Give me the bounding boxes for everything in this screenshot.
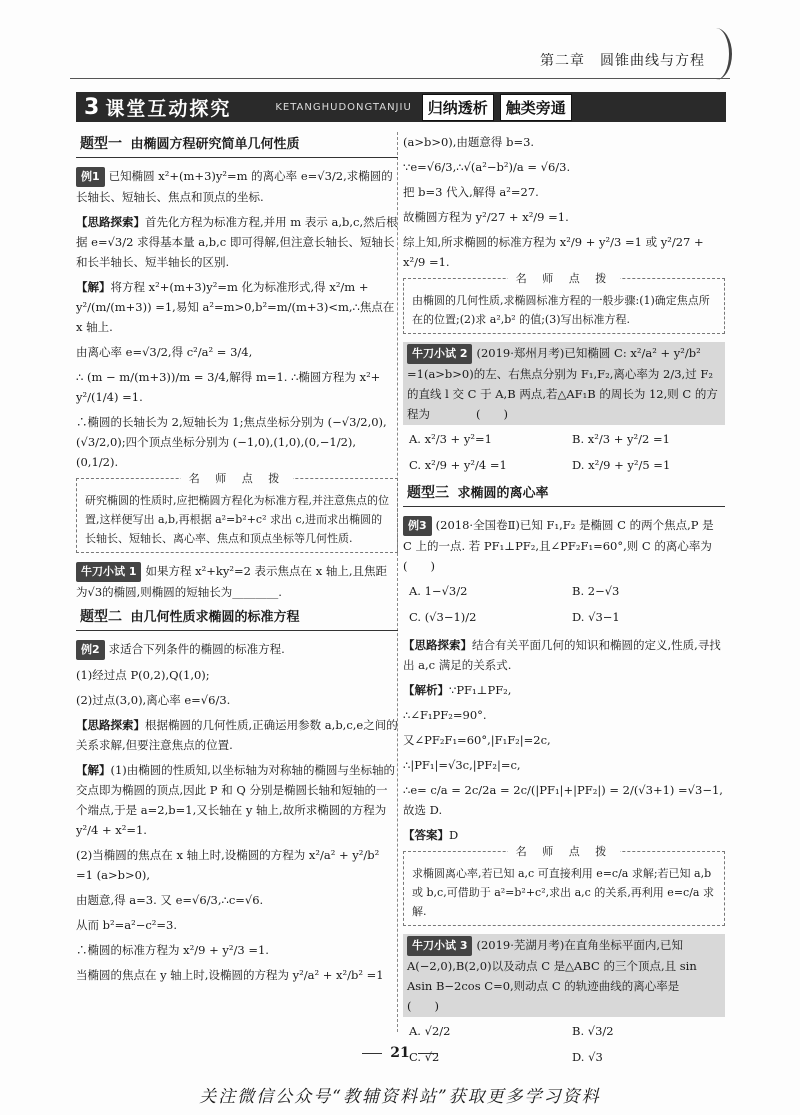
practice-3-badge: 牛刀小试 3 — [407, 936, 472, 956]
option-d: D. √3−1 — [572, 610, 620, 624]
practice-1-badge: 牛刀小试 1 — [76, 562, 141, 582]
example-3-options — [409, 581, 725, 627]
example-1-solution: 【解】将方程 x²+(m+3)y²=m 化为标准形式,得 x²/m + y²/(m/(m+3)) =1,易知 a²=m>0,b²=m/(m+3)<m,∴焦点在 x 轴上. — [76, 280, 395, 334]
example-3-idea: 【思路探索】结合有关平面几何的知识和椭圆的定义,性质,寻找出 a,c 满足的关系式. — [403, 638, 721, 672]
tag-extend: 触类旁通 — [500, 94, 572, 121]
example-2-step-6: 当椭圆的焦点在 y 轴上时,设椭圆的方程为 y²/a² + x²/b² =1 — [76, 968, 384, 982]
example-3-step-4: ∴|PF₁|=√3c,|PF₂|=c, — [403, 758, 521, 772]
example-2-step-5: ∴椭圆的标准方程为 x²/9 + y²/3 =1. — [76, 943, 269, 957]
page-number: 21 — [0, 1045, 800, 1061]
example-2-badge: 例2 — [76, 640, 105, 660]
example-2-idea: 【思路探索】根据椭圆的几何性质,正确运用参数 a,b,c,e之间的关系求解,但要注意焦点的位置. — [76, 718, 398, 752]
section-title: 课堂互动探究 — [105, 97, 232, 120]
tag-summary: 归纳透析 — [422, 94, 494, 121]
example-1-step-3: ∴ (m − m/(m+3))/m = 3/4,解得 m=1. ∴椭圆方程为 x²+ y²/(1/4) =1. — [76, 370, 381, 404]
teacher-tip-1: 名 师 点 拨 研究椭圆的性质时,应把椭圆方程化为标准方程,并注意焦点的位置,这样便写出 a,b,再根据 a²=b²+c² 求出 c,进而求出椭圆的长轴长、短轴长、离心率、焦点和顶点坐标等几何性质. — [76, 478, 398, 553]
example-3-badge: 例3 — [403, 516, 432, 536]
topic-one-heading: 题型一 由椭圆方程研究简单几何性质 — [76, 134, 398, 158]
section-banner — [76, 92, 726, 122]
example-1-idea: 【思路探索】首先化方程为标准方程,并用 m 表示 a,b,c,然后根据 e=√3/2 求得基本量 a,b,c 即可得解,但注意长轴长、短轴长和长半轴长、短半轴长的区别. — [76, 215, 398, 269]
example-2-conclusion: 综上知,所求椭圆的标准方程为 x²/9 + y²/3 =1 或 y²/27 + x²/9 =1. — [403, 235, 704, 269]
teacher-tip-3: 名 师 点 拨 求椭圆离心率,若已知 a,c 可直接利用 e=c/a 求解;若已知 a,b 或 b,c,可借助于 a²=b²+c²,求出 a,c 的关系,再利用 e=c/a 求解. — [403, 851, 725, 926]
example-1-step-4: ∴椭圆的长轴长为 2,短轴长为 1;焦点坐标分别为 (−√3/2,0),(√3/2,0);四个顶点坐标分别为 (−1,0),(1,0),(0,−1/2),(0,1/2). — [76, 415, 387, 469]
option-c: C. (√3−1)/2 — [409, 610, 477, 624]
example-2-step-2: (2)当椭圆的焦点在 x 轴上时,设椭圆的方程为 x²/a² + y²/b² =1 (a>b>0), — [76, 848, 380, 882]
option-a: A. √2/2 — [409, 1024, 451, 1038]
example-2-part-2: (2)过点(3,0),离心率 e=√6/3. — [76, 693, 231, 707]
example-2-part-1: (1)经过点 P(0,2),Q(1,0); — [76, 668, 210, 682]
example-1-badge: 例1 — [76, 167, 105, 187]
page-header — [0, 0, 800, 80]
example-2-cont-3: 把 b=3 代入,解得 a²=27. — [403, 185, 539, 199]
option-c: C. x²/9 + y²/4 =1 — [409, 458, 507, 472]
practice-1: 牛刀小试 1 如果方程 x²+ky²=2 表示焦点在 x 轴上,且焦距为√3的椭圆,则椭圆的短轴长为________. — [76, 564, 388, 599]
section-pinyin: KETANGHUDONGTANJIU — [275, 101, 412, 113]
example-3-solution: 【解析】∵PF₁⊥PF₂, — [403, 683, 512, 697]
example-3-answer: 【答案】D — [403, 828, 459, 842]
practice-3: 牛刀小试 3 (2019·芜湖月考)在直角坐标平面内,已知 A(−2,0),B(2,0)以及动点 C 是△ABC 的三个顶点,且 sin Asin B−2cos C=0,则动点 C 的轨迹曲线的离心率是 ( ) — [403, 934, 725, 1017]
option-b: B. 2−√3 — [572, 584, 620, 598]
option-a: A. x²/3 + y²=1 — [409, 432, 492, 446]
footer-watermark: 关注微信公众号“教辅资料站”获取更多学习资料 — [199, 1087, 601, 1107]
practice-2: 牛刀小试 2 (2019·郑州月考)已知椭圆 C: x²/a² + y²/b² =1(a>b>0)的左、右焦点分别为 F₁,F₂,离心率为 2/3,过 F₂ 的直线 l 交 C 于 A,B 两点,若△AF₁B 的周长为 12,则 C 的方程为 ( ) — [403, 342, 725, 425]
right-column — [403, 132, 758, 1075]
example-3-step-3: 又∠PF₂F₁=60°,|F₁F₂|=2c, — [403, 733, 551, 747]
example-2-step-3: 由题意,得 a=3. 又 e=√6/3,∴c=√6. — [76, 893, 264, 907]
header-decoration — [705, 28, 732, 80]
example-3-step-2: ∴∠F₁PF₂=90°. — [403, 708, 487, 722]
example-1-step-2: 由离心率 e=√3/2,得 c²/a² = 3/4, — [76, 345, 253, 359]
example-2-cont-4: 故椭圆方程为 y²/27 + x²/9 =1. — [403, 210, 569, 224]
option-b: B. x²/3 + y²/2 =1 — [572, 432, 670, 446]
section-number: 3 — [84, 94, 100, 120]
topic-three-heading: 题型三 求椭圆的离心率 — [403, 483, 725, 507]
left-column — [76, 132, 398, 990]
topic-two-heading: 题型二 由几何性质求椭圆的标准方程 — [76, 607, 398, 631]
header-rule — [70, 78, 730, 79]
example-1: 例1 已知椭圆 x²+(m+3)y²=m 的离心率 e=√3/2,求椭圆的长轴长、短轴长、焦点和顶点的坐标. — [76, 169, 393, 204]
option-b: B. √3/2 — [572, 1024, 614, 1038]
example-2-step-4: 从而 b²=a²−c²=3. — [76, 918, 178, 932]
practice-2-options — [409, 429, 725, 475]
practice-2-badge: 牛刀小试 2 — [407, 344, 472, 364]
teacher-tip-2: 名 师 点 拨 由椭圆的几何性质,求椭圆标准方程的一般步骤:(1)确定焦点所在的位置;(2)求 a²,b² 的值;(3)写出标准方程. — [403, 278, 725, 334]
option-d: D. √3 — [572, 1050, 603, 1064]
example-2: 例2 求适合下列条件的椭圆的标准方程. — [76, 639, 398, 660]
example-3: 例3 (2018·全国卷Ⅱ)已知 F₁,F₂ 是椭圆 C 的两个焦点,P 是 C 上的一点. 若 PF₁⊥PF₂,且∠PF₂F₁=60°,则 C 的离心率为 ( ) — [403, 518, 758, 573]
example-2-cont-1: (a>b>0),由题意得 b=3. — [403, 135, 535, 149]
option-c: C. √2 — [409, 1050, 440, 1064]
option-a: A. 1−√3/2 — [409, 584, 468, 598]
option-d: D. x²/9 + y²/5 =1 — [572, 458, 671, 472]
chapter-title: 第二章 圆锥曲线与方程 — [540, 53, 705, 69]
example-2-solution: 【解】(1)由椭圆的性质知,以坐标轴为对称轴的椭圆与坐标轴的交点即为椭圆的顶点,因此 P 和 Q 分别是椭圆长轴和短轴的一个端点,于是 a=2,b=1,又长轴在 y 轴上,故所求椭圆的方程为 y²/4 + x²=1. — [76, 763, 395, 837]
example-2-cont-2: ∵e=√6/3,∴√(a²−b²)/a = √6/3. — [403, 160, 571, 174]
example-3-step-5: ∴e= c/a = 2c/2a = 2c/(|PF₁|+|PF₂|) = 2/(√3+1) =√3−1,故选 D. — [403, 783, 723, 817]
